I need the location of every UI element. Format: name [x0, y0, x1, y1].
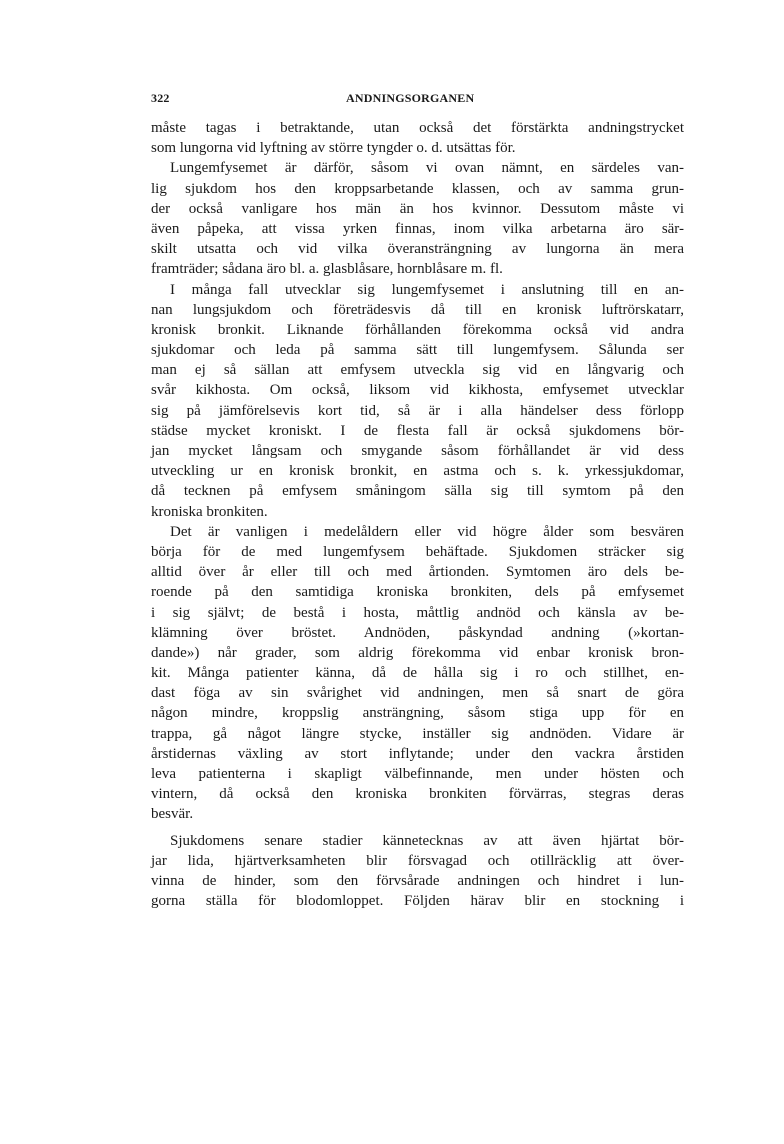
text-line: kronisk bronkit. Liknande förhållanden förekomma också vid andra	[151, 321, 684, 338]
text-line: jan mycket långsam och smygande såsom förhållandet är vid dess	[151, 443, 684, 459]
text-line: Det är vanligen i medelåldern eller vid högre ålder som besvären	[170, 523, 684, 540]
text-line: sig på jämförelsevis kort tid, så är i alla händelser dess förlopp	[151, 402, 684, 419]
text-line: vinna de hinder, som den förvsårade andningen och hindret i lun-	[151, 872, 684, 889]
text-line: dast föga av sin svårighet vid andningen, men så snart de göra	[151, 685, 684, 702]
text-line: skilt utsatta och vid vilka överansträngning av lungorna än mera	[151, 241, 684, 258]
text-line: vintern, då också den kroniska bronkiten förvärras, stegras deras	[151, 786, 684, 803]
text-line: I många fall utvecklar sig lungemfysemet i anslutning till en an-	[170, 281, 684, 298]
text-line: jar lida, hjärtverksamheten blir försvagad och otillräcklig att över-	[151, 852, 684, 869]
text-line: då tecknen på emfysem småningom sälla sig till symtom på den	[151, 483, 684, 500]
text-line: gorna ställa för blodomloppet. Följden härav blir en stockning i	[151, 893, 684, 910]
text-line: årstidernas växling av stort inflytande; under den vackra årstiden	[151, 745, 684, 762]
text-line: börja för de med lungemfysem behäftade. Sjukdomen sträcker sig	[151, 543, 684, 560]
text-line: kit. Många patienter känna, då de hålla sig i ro och stillhet, en-	[151, 665, 684, 682]
text-line: i sig självt; de bestå i hosta, måttlig andnöd och känsla av be-	[151, 604, 684, 621]
text-line: framträder; sådana äro bl. a. glasblåsare, hornblåsare m. fl.	[151, 261, 503, 278]
text-line: klämning över bröstet. Andnöden, påskyndad andning (»kortan-	[151, 624, 684, 641]
text-line: man ej så sällan att emfysem utveckla sig vid en långvarig och	[151, 362, 684, 379]
page-header	[151, 91, 684, 109]
text-line: städse mycket kroniskt. I de flesta fall är också sjukdomens bör-	[151, 422, 684, 439]
text-line: leva patienterna i skapligt välbefinnande, men under hösten och	[151, 766, 684, 782]
text-line: trappa, gå något längre stycke, inställer sig andnöden. Vidare är	[151, 725, 684, 742]
text-line: utveckling ur en kronisk bronkit, en astma och s. k. yrkessjukdomar,	[151, 463, 684, 480]
text-line: lig sjukdom hos den kroppsarbetande klassen, och av samma grun-	[151, 180, 684, 197]
body-text	[151, 118, 684, 911]
text-line: sjukdomar och leda på samma sätt till lungemfysem. Sålunda ser	[151, 342, 684, 359]
text-line: alltid över år eller till och med årtionden. Symtomen äro dels be-	[151, 564, 684, 581]
text-line: även påpeka, att vissa yrken finnas, inom vilka arbetarna äro sär-	[151, 220, 684, 237]
text-line: nan lungsjukdom och företrädesvis då till en kronisk luftrörskatarr,	[151, 301, 684, 318]
text-line: dande») når grader, som aldrig förekomma vid enbar kronisk bron-	[151, 644, 684, 661]
text-line: kroniska bronkiten.	[151, 503, 268, 520]
text-line: besvär.	[151, 806, 194, 823]
text-line: roende på den samtidiga kroniska bronkiten, dels på emfysemet	[151, 584, 684, 601]
running-title: ANDNINGSORGANEN	[346, 91, 475, 105]
page-number: 322	[151, 91, 170, 105]
text-line: der också vanligare hos män än hos kvinnor. Dessutom måste vi	[151, 200, 684, 217]
text-line: svår kikhosta. Om också, liksom vid kikhosta, emfysemet utvecklar	[151, 382, 684, 399]
text-line: som lungorna vid lyftning av större tyngder o. d. utsättas för.	[151, 140, 516, 157]
text-line: Sjukdomens senare stadier kännetecknas av att även hjärtat bör-	[170, 832, 684, 849]
text-line: måste tagas i betraktande, utan också det förstärkta andningstrycket	[151, 120, 684, 136]
text-line: någon mindre, kroppslig ansträngning, såsom stiga upp för en	[151, 705, 684, 722]
text-line: Lungemfysemet är därför, såsom vi ovan nämnt, en särdeles van-	[170, 160, 684, 177]
